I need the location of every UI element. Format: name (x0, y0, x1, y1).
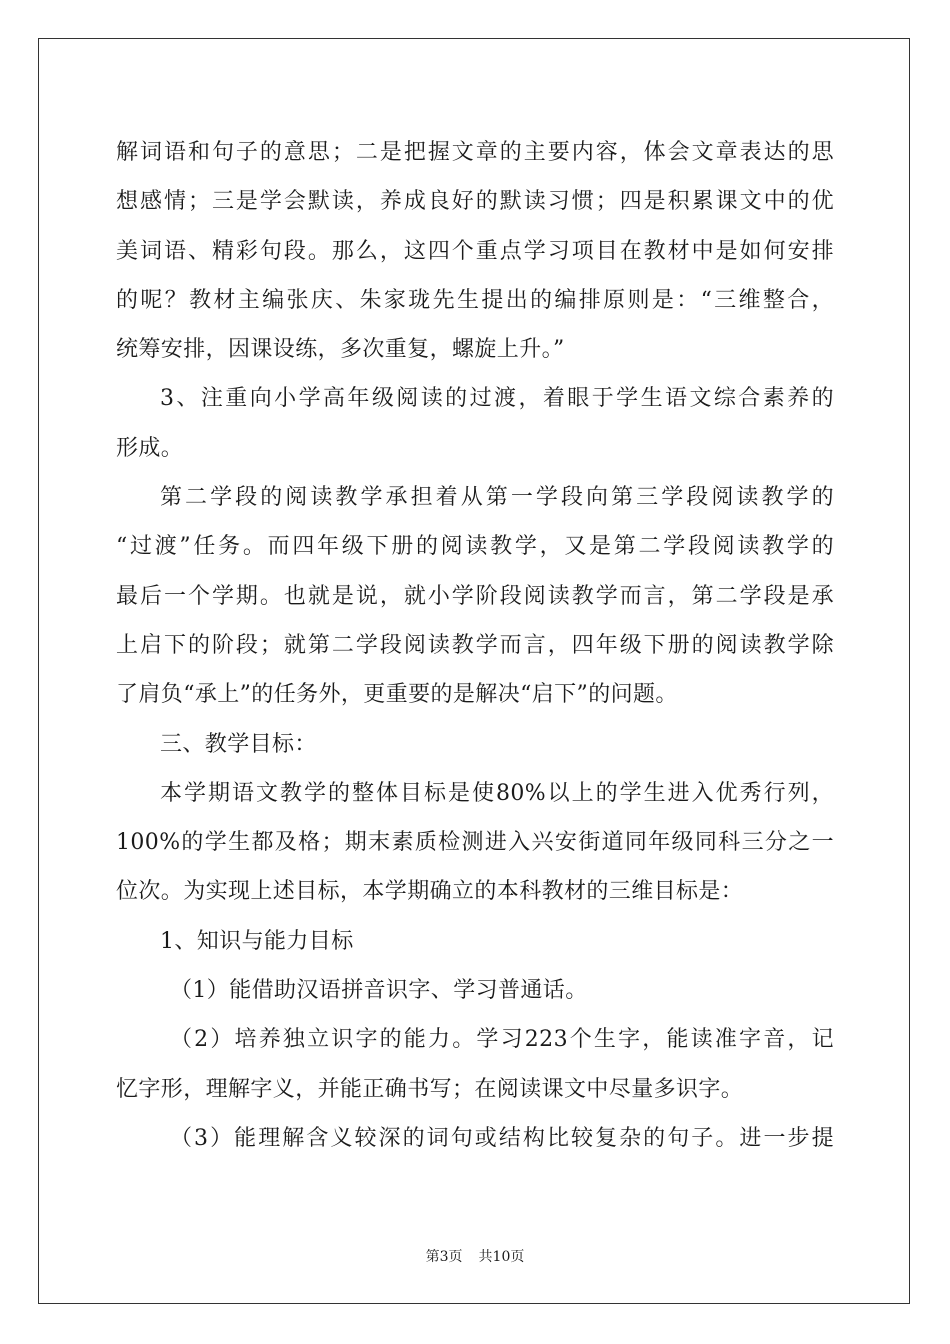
subsection-heading: 1、知识与能力目标 (160, 928, 354, 954)
section-heading: 3、注重向小学高年级阅读的过渡，着眼于学生语文综合素养的 (160, 386, 834, 412)
text-line: 100%的学生都及格；期末素质检测进入兴安街道同年级同科三分之一 (116, 830, 834, 856)
text-line: 想感情；三是学会默读，养成良好的默读习惯；四是积累课文中的优 (116, 189, 834, 215)
text-line: 美词语、精彩句段。那么，这四个重点学习项目在教材中是如何安排 (116, 238, 834, 264)
text-line: 第二学段的阅读教学承担着从第一学段向第三学段阅读教学的 (160, 485, 834, 511)
text-line: 最后一个学期。也就是说，就小学阶段阅读教学而言，第二学段是承 (116, 583, 834, 609)
text-line: 统筹安排，因课设练，多次重复，螺旋上升。” (116, 337, 565, 363)
list-item: （1）能借助汉语拼音识字、学习普通话。 (170, 978, 588, 1004)
page-total: 共10页 (478, 1249, 525, 1265)
text-line: 解词语和句子的意思；二是把握文章的主要内容，体会文章表达的思 (116, 140, 834, 165)
text-line: 形成。 (116, 435, 184, 461)
text-line: 本学期语文教学的整体目标是使80%以上的学生进入优秀行列， (160, 780, 834, 806)
text-line: 位次。为实现上述目标，本学期确立的本科教材的三维目标是： (116, 879, 744, 905)
text-line: 的呢？教材主编张庆、朱家珑先生提出的编排原则是：“三维整合， (116, 287, 834, 313)
page-footer (0, 1246, 950, 1266)
document-body (116, 128, 834, 1163)
list-item: （2）培养独立识字的能力。学习223个生字，能读准字音，记 (170, 1027, 834, 1053)
text-line: 上启下的阶段；就第二学段阅读教学而言，四年级下册的阅读教学除 (116, 632, 834, 658)
text-line: 了肩负“承上”的任务外，更重要的是解决“启下”的问题。 (116, 682, 678, 708)
list-item: （3）能理解含义较深的词句或结构比较复杂的句子。进一步提 (170, 1125, 834, 1151)
page-number: 第3页 (425, 1249, 463, 1265)
text-line: “过渡”任务。而四年级下册的阅读教学，又是第二学段阅读教学的 (116, 534, 834, 560)
text-line: 忆字形，理解字义，并能正确书写；在阅读课文中尽量多识字。 (116, 1076, 744, 1102)
section-heading: 三、教学目标： (160, 731, 317, 757)
